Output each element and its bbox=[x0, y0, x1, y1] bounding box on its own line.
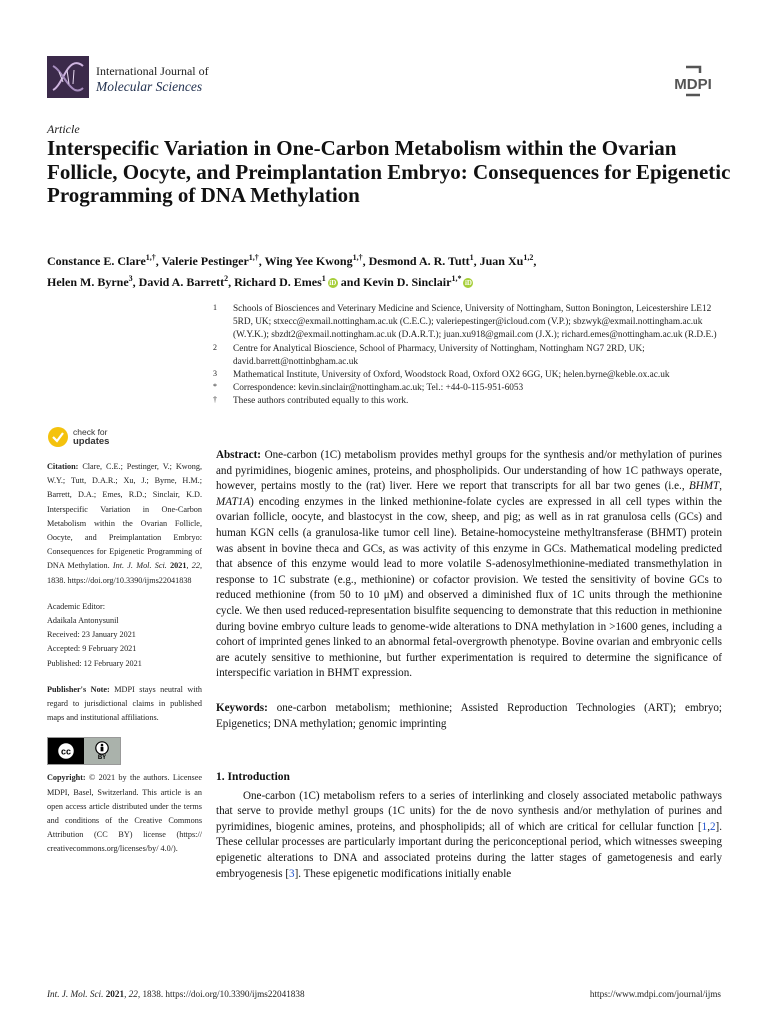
author-name: Valerie Pestinger bbox=[161, 254, 249, 268]
check-updates-icon bbox=[47, 426, 69, 448]
academic-editor-label: Academic Editor: bbox=[47, 601, 105, 611]
copyright-block bbox=[47, 771, 202, 856]
affiliation-mark: 3 bbox=[213, 369, 217, 379]
dates-block bbox=[47, 600, 202, 671]
citation-block bbox=[47, 460, 202, 588]
gene-bhmt: BHMT bbox=[689, 480, 720, 493]
affiliation-item bbox=[213, 303, 733, 343]
author-separator: and bbox=[337, 275, 364, 289]
reference-link-2[interactable]: 2 bbox=[709, 820, 716, 833]
author-affiliation-sup: 3 bbox=[128, 274, 133, 283]
affiliation-item bbox=[213, 343, 733, 369]
reference-link-1[interactable]: 1 bbox=[701, 820, 708, 833]
abstract-text-2: ) encoding enzymes in the linked methionine-folate cycles are expressed in all cell types within the ovarian follicle, oocyte, and blastocyst in the cow, sheep, and pig; as well as in rat granulosa cells (GCs) and human KGN cells (a granulosa-like tumor cell line). Betaine-homocysteine methyltransferase (BHMT) protein was absent in bovine theca and GCs, as was activity of this enzyme in GCs. Mathematical modeling predicted that absence of this enzyme would lead to more volatile S-adenosylmethionine-mediated transmethylation in response to 1C substrate (e.g., methionine) or cofactor provision. We tested the sensitivity of bovine GCs to reduced methionine (from 50 to 10 μM) and observed a diminished flux of 1C units through the methionine cycle. We then used reduced-representation bisulfite sequencing to demonstrate that this reduction in methionine during bovine embryo culture leads to genome-wide alterations to DNA methylation in >1600 genes, including a cohort of imprinted genes linked to an abnormal fetal-overgrowth phenotype. Bovine ovarian and embryonic cells are acutely sensitive to methionine, but further experimentation is required to determine the significance of interspecific variation in BHMT expression. bbox=[216, 495, 722, 680]
journal-name-line2: Molecular Sciences bbox=[96, 79, 203, 94]
author-separator: , bbox=[228, 275, 235, 289]
mdpi-logo-icon bbox=[664, 64, 722, 98]
citation-label: Citation: bbox=[47, 462, 79, 471]
author-name: Constance E. Clare bbox=[47, 254, 146, 268]
citation-journal: Int. J. Mol. Sci. bbox=[112, 561, 167, 571]
ref-separator: , bbox=[707, 820, 710, 833]
main-content bbox=[216, 448, 722, 882]
author-name: Desmond A. R. Tutt bbox=[368, 254, 470, 268]
author-affiliation-sup: 1,2 bbox=[523, 253, 534, 262]
author-name: David A. Barrett bbox=[138, 275, 225, 289]
received-date: Received: 23 January 2021 bbox=[47, 630, 136, 640]
article-sidebar bbox=[47, 426, 202, 869]
citation-doi-link[interactable]: 1838. https://doi.org/10.3390/ijms22041838 bbox=[47, 575, 192, 585]
accepted-date: Accepted: 9 February 2021 bbox=[47, 644, 137, 654]
svg-text:cc: cc bbox=[60, 746, 72, 757]
author-name: Helen M. Byrne bbox=[47, 275, 129, 289]
intro-text-2: ]. These cellular processes are particularly important during the periconceptional period, which witnesses sweeping epigenetic alterations to DNA and associated proteins during the latter stages of gametogenesis and early embryogenesis [ bbox=[216, 820, 722, 880]
attribution-icon bbox=[84, 738, 120, 764]
orcid-icon[interactable]: iD bbox=[464, 279, 472, 287]
copyright-label: Copyright: bbox=[47, 773, 86, 783]
author-affiliation-sup: 1,* bbox=[451, 274, 462, 283]
abstract-label: Abstract: bbox=[216, 449, 261, 461]
author-separator: , bbox=[533, 254, 537, 268]
affiliation-text: Schools of Biosciences and Veterinary Medicine and Science, University of Nottingham, Sutton Bonington, Leicestershire LE12 5RD, UK; stxecc@exmail.nottingham.ac.uk (C.E.C.); valeriepestinger@icloud.com (V.P.); sbzwyk@exmail.nottingham.ac.uk (W.Y.K.); sbzdt2@exmail.nottingham.ac.uk (D.A.R.T.); juan.xu918@gmail.com (J.X.); richard.emes@nottingham.ac.uk (R.D.E.) bbox=[233, 304, 717, 341]
affiliation-text: Centre for Analytical Bioscience, School of Pharmacy, University of Nottingham, Nottingham NG7 2RD, UK; david.barrett@nottinbgham.ac.uk bbox=[233, 343, 645, 367]
affiliation-item bbox=[213, 369, 733, 382]
affiliation-text: Correspondence: kevin.sinclair@nottingham.ac.uk; Tel.: +44-0-115-951-6053 bbox=[233, 383, 524, 394]
citation-text: Clare, C.E.; Pestinger, V.; Kwong, W.Y.; Tutt, D.A.R.; Xu, J.; Byrne, H.M.; Barrett, D.A.; Emes, R.D.; Sinclair, K.D. Interspecific Variation in One-Carbon Metabolism within the Ovarian Follicle, Oocyte, and Preimplantation Embryo: Consequences for Epigenetic Programming of DNA Methylation. bbox=[47, 462, 202, 571]
academic-editor: Adaikala Antonysunil bbox=[47, 616, 119, 626]
check-line1: check for bbox=[73, 427, 108, 437]
abstract-text-1: One-carbon (1C) metabolism provides methyl groups for the synthesis and/or methylation of purines and pyrimidines, biogenic amines, proteins, and phospholipids. Our understanding of how 1C pathways operate, however, pertains mostly to the (rat) liver. Here we report that transcripts for all bar two genes (i.e., bbox=[216, 449, 722, 493]
intro-text-1: One-carbon (1C) metabolism refers to a series of interlinking and closely associated metabolic pathways that serve to provide methyl groups (1C units) for the de novo synthesis and/or methylation of purines and pyrimidines, biogenic amines, proteins, and phospholipids; all of which are critical for cellular function [ bbox=[216, 789, 722, 833]
journal-name-line1: International Journal of bbox=[96, 64, 209, 78]
affiliation-mark: 1 bbox=[213, 303, 217, 312]
affiliation-mark: * bbox=[213, 382, 217, 392]
author-affiliation-sup: 1 bbox=[469, 253, 474, 262]
citation-volume: , 22, bbox=[186, 561, 203, 571]
check-line2: updates bbox=[73, 436, 110, 447]
affiliation-text: These authors contributed equally to this work. bbox=[233, 396, 409, 407]
author-affiliation-sup: 2 bbox=[224, 274, 229, 283]
published-date: Published: 12 February 2021 bbox=[47, 658, 142, 668]
affiliation-text: Mathematical Institute, University of Oxford, Woodstock Road, Oxford OX2 6GG, UK; helen.byrne@keble.ox.ac.uk bbox=[233, 370, 670, 381]
author-separator: , bbox=[473, 254, 480, 268]
publisher-note-text: MDPI stays neutral with regard to jurisdictional claims in published maps and institutional affiliations. bbox=[47, 684, 202, 723]
affiliation-item bbox=[213, 382, 733, 395]
publisher-note-label: Publisher's Note: bbox=[47, 684, 110, 694]
affiliations bbox=[213, 303, 733, 409]
section-heading-introduction: 1. Introduction bbox=[216, 771, 290, 784]
abstract bbox=[216, 448, 722, 682]
author-name: Juan Xu bbox=[479, 254, 524, 268]
author-affiliation-sup: 1,† bbox=[145, 253, 156, 262]
article-type: Article bbox=[47, 122, 80, 136]
footer-doi-link[interactable]: 1838. https://doi.org/10.3390/ijms22041838 bbox=[140, 989, 305, 999]
author-affiliation-sup: 1,† bbox=[248, 253, 259, 262]
copyright-text: © 2021 by the authors. Licensee MDPI, Basel, Switzerland. This article is an open access article distributed under the terms and conditions of the Creative Commons Attribution (CC BY) license (https:// creativecommons.org/licenses/by/ 4.0/). bbox=[47, 773, 202, 854]
author-separator: , bbox=[362, 254, 369, 268]
intro-text-3: ]. These epigenetic modifications initially enable bbox=[294, 867, 512, 880]
publisher-name: MDPI bbox=[674, 76, 712, 93]
author-separator: , bbox=[155, 254, 162, 268]
publisher-note bbox=[47, 683, 202, 726]
abstract-comma: , bbox=[719, 480, 722, 493]
check-for-updates-button[interactable] bbox=[47, 426, 202, 448]
orcid-icon[interactable]: iD bbox=[329, 279, 337, 287]
creative-commons-icon bbox=[48, 738, 84, 764]
footer-year: 2021 bbox=[103, 989, 125, 999]
keywords bbox=[216, 701, 722, 732]
gene-mat1a: MAT1A bbox=[216, 495, 251, 508]
author-separator: , bbox=[132, 275, 139, 289]
introduction-paragraph bbox=[216, 789, 722, 883]
author-affiliation-sup: 1 bbox=[321, 274, 326, 283]
keywords-text: one-carbon metabolism; methionine; Assisted Reproduction Technologies (ART); embryo; Epigenetics; DNA methylation; genomic imprinting bbox=[216, 701, 722, 730]
footer-journal-url[interactable]: https://www.mdpi.com/journal/ijms bbox=[589, 989, 721, 999]
author-name: Kevin D. Sinclair bbox=[363, 275, 452, 289]
reference-link-3[interactable]: 3 bbox=[289, 867, 295, 880]
author-name: Richard D. Emes bbox=[234, 275, 322, 289]
journal-logo-icon bbox=[47, 56, 89, 98]
footer-citation bbox=[47, 989, 305, 999]
keywords-label: Keywords: bbox=[216, 701, 268, 714]
author-name: Wing Yee Kwong bbox=[264, 254, 353, 268]
by-label: BY bbox=[97, 754, 107, 761]
author-affiliation-sup: 1,† bbox=[352, 253, 363, 262]
author-list bbox=[47, 249, 737, 291]
cc-by-license-badge[interactable] bbox=[47, 737, 121, 765]
footer-journal: Int. J. Mol. Sci. bbox=[47, 989, 104, 999]
footer-volume: , 22, bbox=[124, 989, 141, 999]
affiliation-mark: † bbox=[213, 395, 217, 405]
author-separator: , bbox=[258, 254, 265, 268]
affiliation-item bbox=[213, 395, 733, 408]
citation-year: 2021 bbox=[166, 561, 187, 571]
article-title: Interspecific Variation in One-Carbon Metabolism within the Ovarian Follicle, Oocyte, and Preimplantation Embryo: Consequences for Epigenetic Programming of DNA Methylation bbox=[47, 136, 731, 207]
affiliation-mark: 2 bbox=[213, 342, 217, 352]
